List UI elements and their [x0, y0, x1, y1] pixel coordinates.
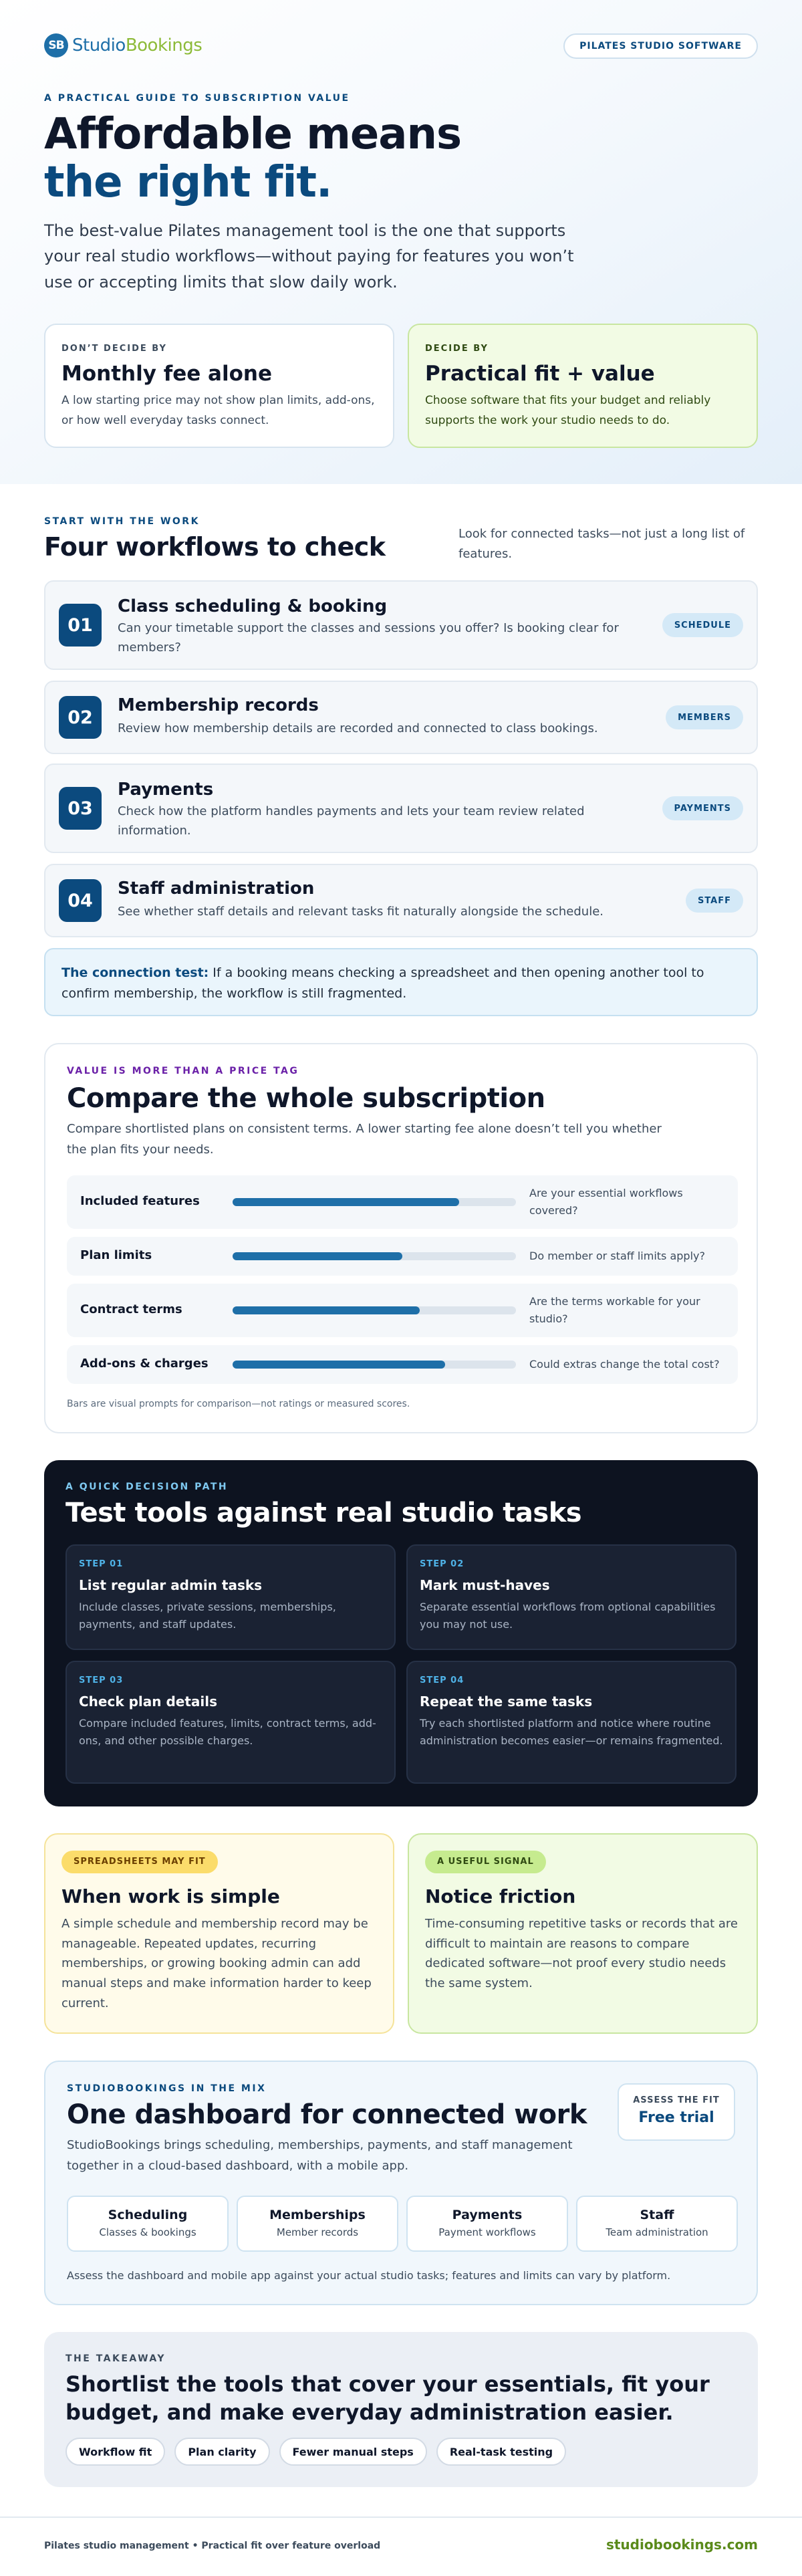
step-number: STEP 02: [420, 1559, 464, 1569]
compare-footnote: Bars are visual prompts for comparison—not ratings or measured scores.: [67, 1399, 410, 1409]
logo[interactable]: [44, 33, 202, 57]
step-card: [65, 1661, 396, 1784]
dashboard-lead: StudioBookings brings scheduling, memberships, payments, and staff management together in a cloud-based dashboard, with a mobile app.: [67, 2138, 573, 2173]
step-title: Check plan details: [79, 1693, 218, 1710]
compare-row: [67, 1345, 738, 1384]
title-line-2: the right fit.: [44, 157, 332, 207]
workflow-number: 01: [59, 604, 102, 647]
compare-eyebrow: VALUE IS MORE THAN A PRICE TAG: [67, 1066, 299, 1076]
step-number: STEP 01: [79, 1559, 124, 1569]
compare-row: [67, 1284, 738, 1337]
workflow-badge: STAFF: [686, 889, 743, 913]
step-title: Mark must-haves: [420, 1577, 550, 1593]
fit-label: ASSESS THE FIT: [633, 2095, 720, 2105]
dashboard-title: One dashboard for connected work: [67, 2099, 587, 2130]
workflows-note: Look for connected tasks—not just a long list of features.: [458, 527, 745, 561]
hero-lead: The best-value Pilates management tool is the one that supports your real studio workflows—without paying for features you won’t use or accepting limits that slow daily work.: [44, 221, 574, 291]
workflow-desc: Check how the platform handles payments and lets your team review related information.: [118, 804, 585, 838]
decision-path-section: [44, 1460, 758, 1806]
feature-sub: Member records: [276, 2226, 359, 2238]
chip: Real-task testing: [436, 2438, 566, 2466]
chip: Plan clarity: [174, 2438, 269, 2466]
workflows-title: Four workflows to check: [44, 532, 386, 562]
workflow-desc: See whether staff details and relevant tasks fit naturally alongside the schedule.: [118, 905, 604, 919]
step-card: [65, 1544, 396, 1650]
step-card: [406, 1544, 737, 1650]
card-pill: SPREADSHEETS MAY FIT: [61, 1851, 218, 1873]
feature-tile: [67, 2196, 229, 2252]
step-card: [406, 1661, 737, 1784]
feature-sub: Payment workflows: [438, 2226, 536, 2238]
step-desc: Include classes, private sessions, memberships, payments, and staff updates.: [79, 1601, 336, 1631]
row-bar-fill: [233, 1306, 420, 1314]
row-label: Plan limits: [80, 1248, 152, 1262]
row-label: Included features: [80, 1194, 200, 1208]
workflow-item: [44, 764, 758, 853]
card-text: A simple schedule and membership record may be manageable. Repeated updates, recurring memberships, or growing booking admin can add manual steps and make information harder to keep current.: [61, 1917, 372, 2010]
chip: Workflow fit: [65, 2438, 165, 2466]
card-tag: DECIDE BY: [425, 344, 489, 354]
feature-name: Staff: [640, 2208, 674, 2222]
workflow-badge: PAYMENTS: [662, 796, 744, 820]
connection-test-callout: [44, 948, 758, 1016]
step-number: STEP 04: [420, 1675, 464, 1685]
takeaway-section: [44, 2332, 758, 2487]
step-number: STEP 03: [79, 1675, 124, 1685]
card-tag: DON’T DECIDE BY: [61, 344, 167, 354]
step-desc: Try each shortlisted platform and notice where routine administration becomes easier—or remains fragmented.: [420, 1717, 723, 1748]
callout-text: If a booking means checking a spreadsheet and then opening another tool to confirm membership, the workflow is still fragmented.: [61, 965, 704, 1002]
row-bar-fill: [233, 1198, 459, 1206]
logo-wordmark: StudioBookings: [72, 35, 203, 55]
feature-name: Memberships: [269, 2208, 366, 2222]
row-bar-track: [233, 1252, 516, 1260]
step-title: List regular admin tasks: [79, 1577, 263, 1593]
workflow-desc: Can your timetable support the classes and sessions you offer? Is booking clear for members?: [118, 621, 619, 655]
compare-title: Compare the whole subscription: [67, 1083, 545, 1114]
dashboard-section: [44, 2061, 758, 2305]
decision-title: Test tools against real studio tasks: [65, 1498, 582, 1528]
takeaway-chips: [65, 2438, 566, 2466]
card-text: Time-consuming repetitive tasks or records that are difficult to maintain are reasons to compare dedicated software—not proof every studio needs the same system.: [425, 1917, 738, 1991]
row-question: Do member or staff limits apply?: [529, 1250, 705, 1262]
row-label: Add-ons & charges: [80, 1357, 209, 1371]
feature-tile: [237, 2196, 398, 2252]
feature-name: Payments: [452, 2208, 523, 2222]
row-question: Could extras change the total cost?: [529, 1358, 720, 1371]
chip: Fewer manual steps: [279, 2438, 427, 2466]
row-bar-track: [233, 1361, 516, 1369]
row-question: Are the terms workable for your studio?: [529, 1295, 700, 1325]
card-title: When work is simple: [61, 1885, 280, 1907]
row-label: Contract terms: [80, 1302, 182, 1316]
compare-section: [44, 1043, 758, 1433]
workflow-item: [44, 580, 758, 670]
compare-row: [67, 1237, 738, 1276]
workflow-item: [44, 864, 758, 937]
card-title: Monthly fee alone: [61, 362, 272, 386]
workflow-number: 04: [59, 879, 102, 922]
feature-tile: [576, 2196, 738, 2252]
workflow-desc: Review how membership details are recorded and connected to class bookings.: [118, 721, 598, 735]
step-title: Repeat the same tasks: [420, 1693, 593, 1710]
workflow-badge: SCHEDULE: [662, 613, 743, 637]
category-badge: PILATES STUDIO SOFTWARE: [563, 33, 758, 59]
workflow-title: Membership records: [118, 695, 319, 715]
dashboard-eyebrow: STUDIOBOOKINGS IN THE MIX: [67, 2083, 267, 2094]
free-trial-button[interactable]: [618, 2083, 735, 2141]
fit-value: Free trial: [638, 2109, 714, 2126]
workflow-badge: MEMBERS: [666, 705, 743, 729]
row-bar-fill: [233, 1361, 445, 1369]
workflow-number: 02: [59, 696, 102, 739]
footer-site-link[interactable]: studiobookings.com: [606, 2537, 758, 2553]
dont-decide-card: [44, 324, 394, 448]
feature-sub: Team administration: [606, 2226, 708, 2238]
decision-eyebrow: A QUICK DECISION PATH: [65, 1482, 229, 1492]
footer-tagline: Pilates studio management • Practical fit over feature overload: [44, 2541, 381, 2551]
dashboard-footnote: Assess the dashboard and mobile app against your actual studio tasks; features and limits can vary by platform.: [67, 2269, 671, 2282]
workflow-title: Payments: [118, 780, 214, 800]
card-title: Practical fit + value: [425, 362, 655, 386]
step-desc: Separate essential workflows from optional capabilities you may not use.: [420, 1601, 716, 1631]
row-bar-track: [233, 1198, 516, 1206]
title-line-1: Affordable means: [44, 110, 462, 159]
hero-eyebrow: A PRACTICAL GUIDE TO SUBSCRIPTION VALUE: [44, 93, 350, 104]
compare-lead: Compare shortlisted plans on consistent terms. A lower starting fee alone doesn’t tell you whether the plan fits your needs.: [67, 1122, 662, 1157]
compare-row: [67, 1175, 738, 1229]
feature-tile: [406, 2196, 568, 2252]
page-title: [44, 111, 461, 207]
row-bar-track: [233, 1306, 516, 1314]
workflow-item: [44, 681, 758, 754]
takeaway-eyebrow: THE TAKEAWAY: [65, 2353, 166, 2364]
workflow-title: Staff administration: [118, 879, 315, 899]
workflow-number: 03: [59, 787, 102, 830]
takeaway-text: Shortlist the tools that cover your essentials, fit your budget, and make everyday administration easier.: [65, 2371, 710, 2425]
card-pill: A USEFUL SIGNAL: [425, 1851, 546, 1873]
hero-section: [0, 0, 802, 484]
feature-sub: Classes & bookings: [99, 2226, 196, 2238]
callout-label: The connection test:: [61, 965, 209, 980]
workflow-title: Class scheduling & booking: [118, 596, 388, 616]
card-title: Notice friction: [425, 1885, 576, 1907]
card-text: A low starting price may not show plan limits, add-ons, or how well everyday tasks connect.: [61, 394, 375, 427]
workflows-eyebrow: START WITH THE WORK: [44, 516, 200, 527]
logo-mark-icon: SB: [44, 33, 68, 57]
feature-name: Scheduling: [108, 2208, 188, 2222]
spreadsheets-card: [44, 1833, 394, 2034]
step-desc: Compare included features, limits, contract terms, add-ons, and other possible charges.: [79, 1717, 376, 1748]
decide-by-card: [408, 324, 758, 448]
row-question: Are your essential workflows covered?: [529, 1187, 683, 1217]
footer-divider: [0, 2516, 802, 2518]
friction-card: [408, 1833, 758, 2034]
row-bar-fill: [233, 1252, 402, 1260]
card-text: Choose software that fits your budget and reliably supports the work your studio needs to do.: [425, 394, 711, 427]
